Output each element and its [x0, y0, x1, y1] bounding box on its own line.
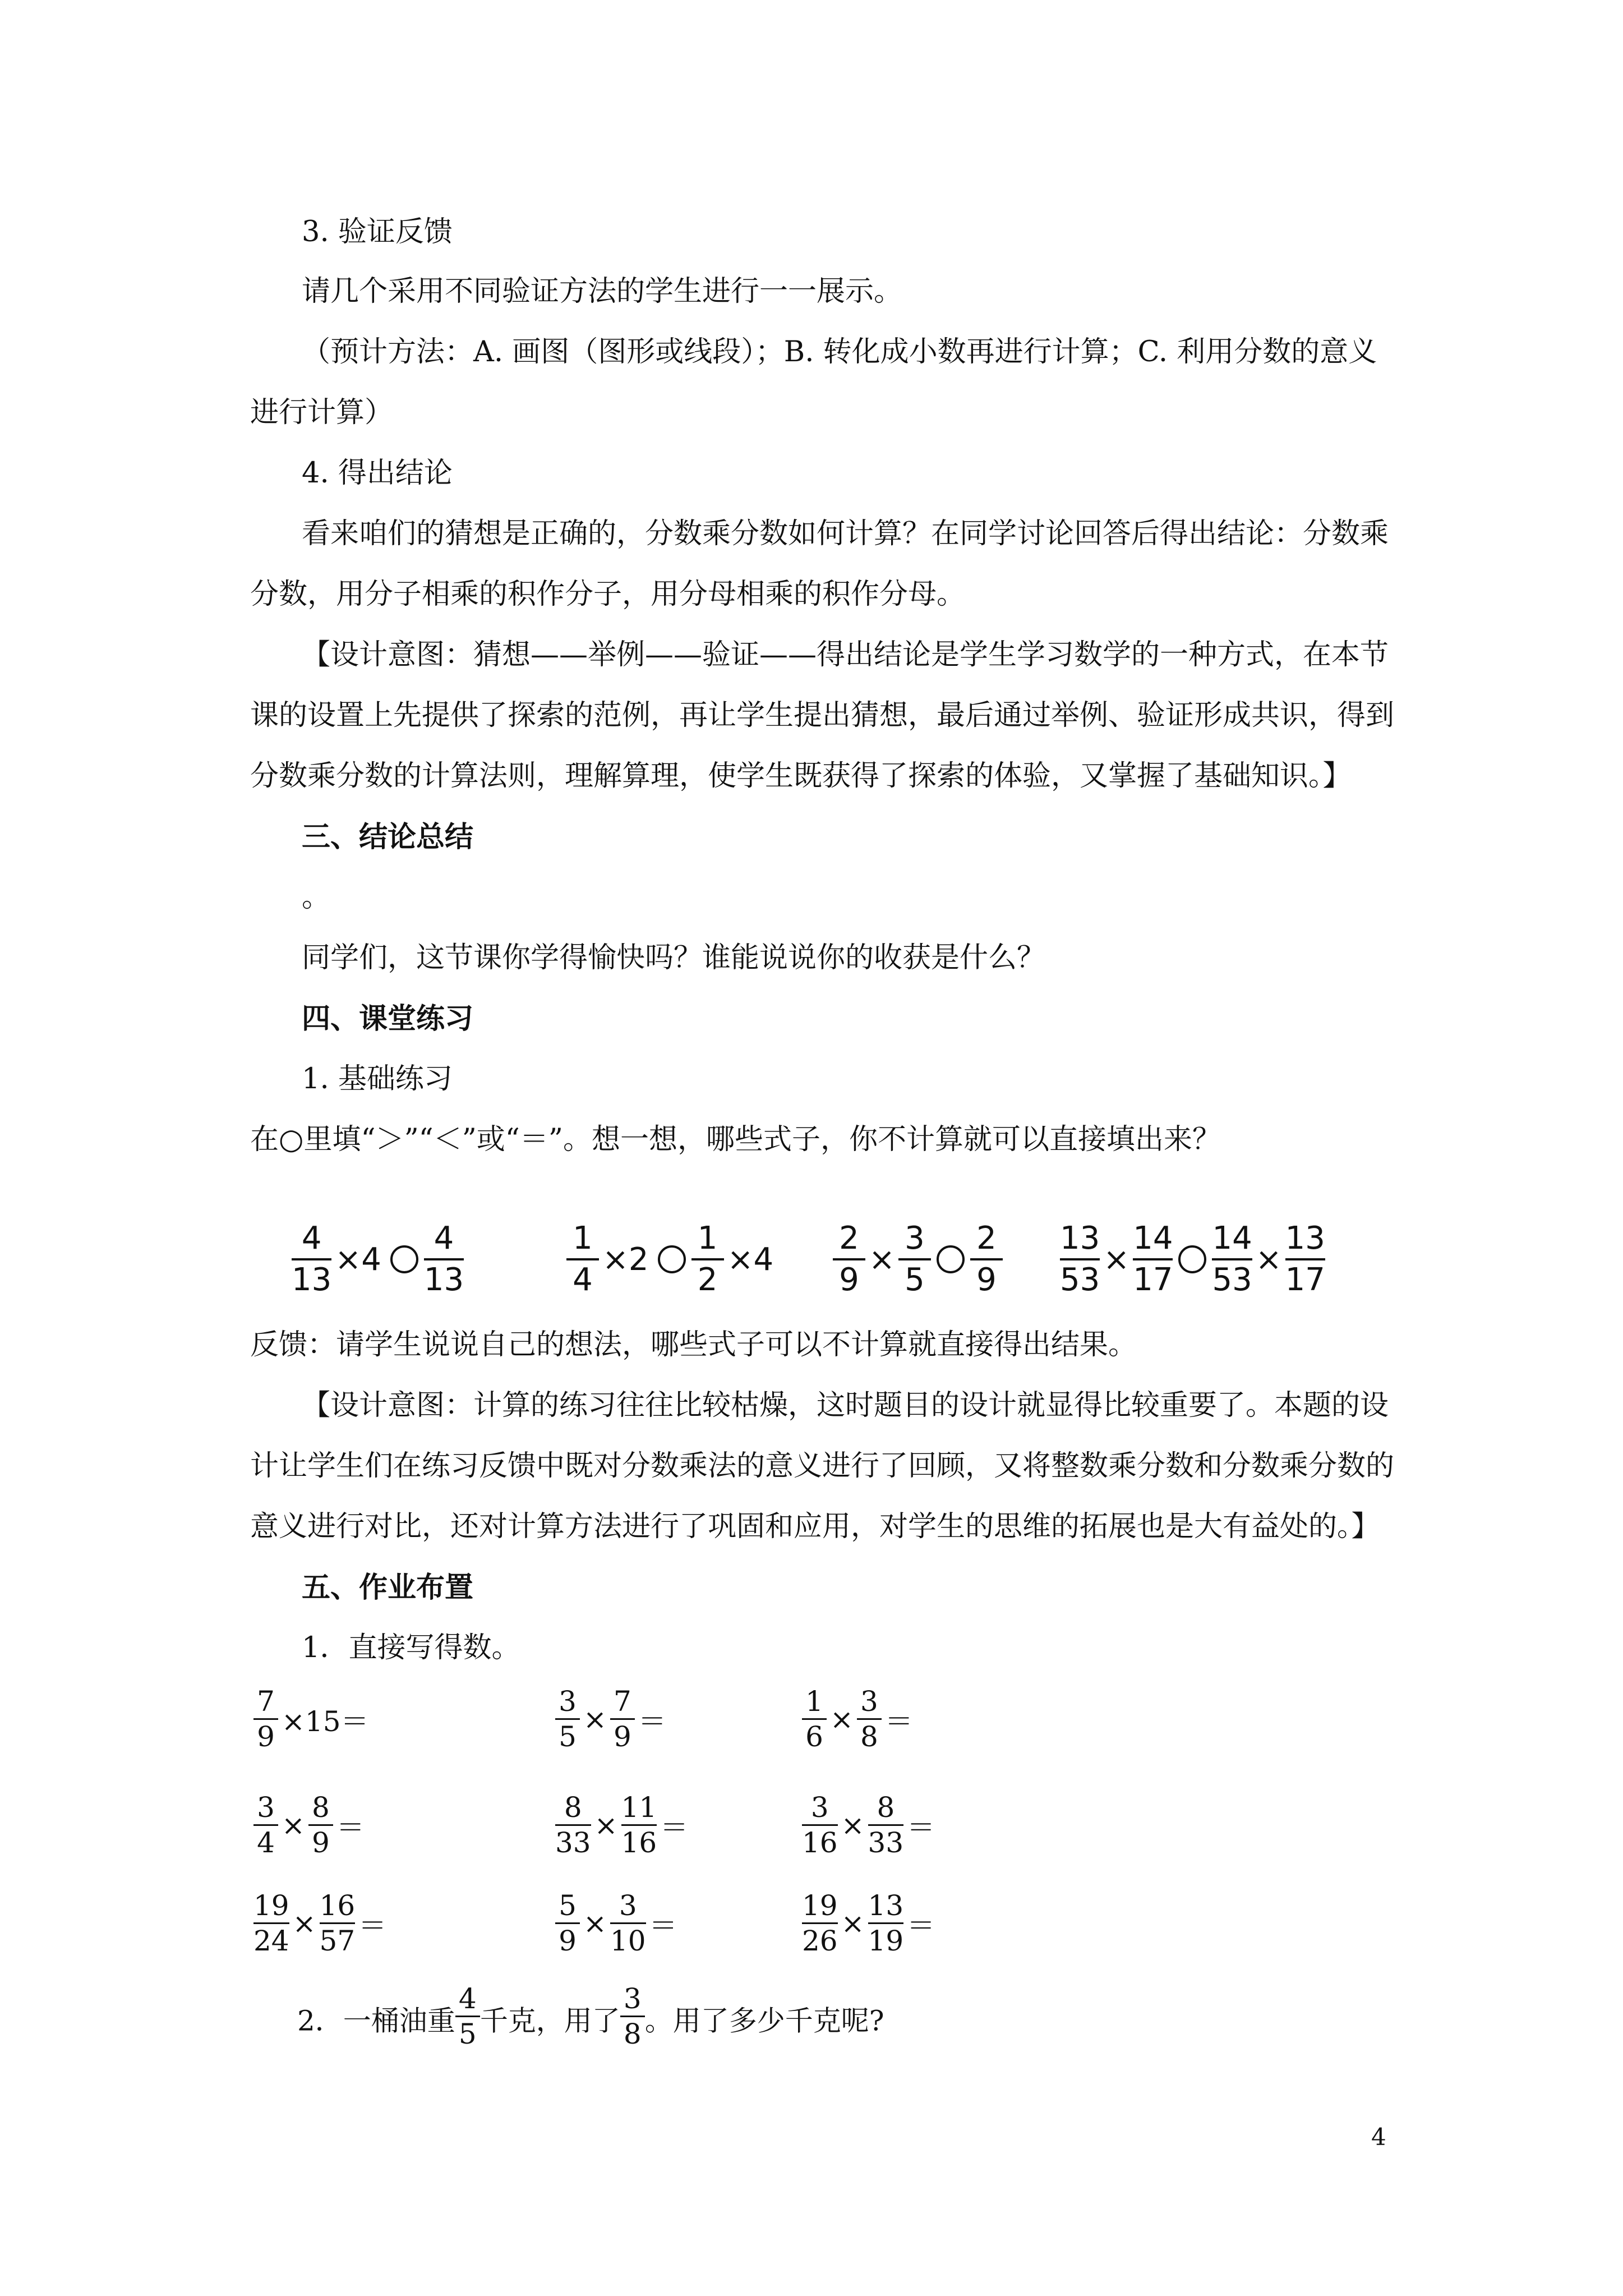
step-heading: 1. 基础练习: [302, 1062, 453, 1096]
paragraph: 同学们，这节课你学得愉快吗？谁能说说你的收获是什么？: [302, 941, 1046, 974]
design-intent: 课的设置上先提供了探索的范例，再让学生提出猜想，最后通过举例、验证形成共识，得到: [250, 699, 1395, 732]
stray-period: 。: [302, 881, 331, 914]
fraction: $\frac{1}{2}$: [691, 1223, 724, 1296]
fraction: $\frac{3}{5}$: [898, 1223, 931, 1296]
design-intent: 【设计意图：猜想——举例——验证——得出结论是学生学习数学的一种方式，在本节: [302, 638, 1389, 671]
exercise-a: $\frac{4}{13}$ ×4 $\frac{4}{13}$: [292, 1220, 464, 1298]
homework-item: $\frac{19}{24}$ × $\frac{16}{57}$ ＝: [253, 1889, 387, 1957]
section-heading: 五、作业布置: [302, 1571, 474, 1604]
fraction: $\frac{4}{13}$: [292, 1220, 332, 1298]
design-intent: 分数乘分数的计算法则，理解算理，使学生既获得了探索的体验，又掌握了基础知识。】: [250, 760, 1352, 793]
fraction: $\frac{1}{4}$: [566, 1223, 599, 1296]
fraction: $\frac{4}{13}$: [423, 1220, 464, 1298]
exercise-d: $\frac{13}{53}$ × $\frac{14}{17}$ $\frac{14}{53}$ × $\frac{13}{17}$: [1060, 1220, 1325, 1298]
paragraph: 分数，用分子相乘的积作分子，用分母相乘的积作分母。: [250, 578, 966, 611]
homework-item: $\frac{5}{9}$ × $\frac{3}{10}$ ＝: [555, 1892, 681, 1955]
paragraph: （预计方法：A. 画图（图形或线段）；B. 转化成小数再进行计算；C. 利用分数的意义: [302, 335, 1377, 369]
homework-item: $\frac{1}{6}$ × $\frac{3}{8}$ ＝: [802, 1687, 916, 1751]
compare-circle: [937, 1245, 965, 1273]
paragraph: 请几个采用不同验证方法的学生进行一一展示。: [302, 275, 903, 308]
exercise-c: $\frac{2}{9}$ × $\frac{3}{5}$ $\frac{2}{9}$: [833, 1223, 1003, 1296]
fraction: $\frac{2}{9}$: [833, 1223, 865, 1296]
section-heading: 四、课堂练习: [302, 1002, 474, 1036]
design-intent: 意义进行对比，还对计算方法进行了巩固和应用，对学生的思维的拓展也是大有益处的。】: [250, 1510, 1380, 1543]
homework-item: $\frac{3}{4}$ × $\frac{8}{9}$ ＝: [253, 1793, 368, 1857]
compare-circle: [1178, 1245, 1206, 1273]
design-intent: 计让学生们在练习反馈中既对分数乘法的意义进行了回顾，又将整数乘分数和分数乘分数的: [250, 1450, 1395, 1483]
homework-item: $\frac{3}{5}$ × $\frac{7}{9}$ ＝: [555, 1687, 670, 1751]
fraction: $\frac{14}{53}$: [1212, 1220, 1252, 1298]
page-number: 4: [1371, 2123, 1386, 2151]
fraction: $\frac{13}{53}$: [1060, 1220, 1100, 1298]
compare-circle: [658, 1245, 686, 1273]
paragraph: 反馈：请学生说说自己的想法，哪些式子可以不计算就直接得出结果。: [250, 1328, 1137, 1361]
exercise-b: $\frac{1}{4}$ ×2 $\frac{1}{2}$ ×4: [566, 1223, 777, 1296]
fraction: $\frac{2}{9}$: [970, 1223, 1003, 1296]
step-heading: 4. 得出结论: [302, 457, 453, 490]
homework-item: $\frac{19}{26}$ × $\frac{13}{19}$ ＝: [802, 1889, 935, 1957]
step-heading: 3. 验证反馈: [302, 215, 453, 249]
fraction: $\frac{14}{17}$: [1133, 1220, 1173, 1298]
paragraph: 看来咱们的猜想是正确的，分数乘分数如何计算？在同学讨论回答后得出结论：分数乘: [302, 517, 1389, 550]
paragraph: 在○里填“＞”“＜”或“＝”。想一想，哪些式子，你不计算就可以直接填出来？: [250, 1123, 1221, 1156]
paragraph: 进行计算）: [250, 396, 394, 429]
homework-item: $\frac{3}{16}$ × $\frac{8}{33}$ ＝: [802, 1791, 935, 1859]
section-heading: 三、结论总结: [302, 820, 474, 854]
homework-item: $\frac{8}{33}$ × $\frac{11}{16}$ ＝: [555, 1791, 689, 1859]
design-intent: 【设计意图：计算的练习往往比较枯燥，这时题目的设计就显得比较重要了。本题的设: [302, 1389, 1389, 1422]
compare-circle: [390, 1245, 418, 1273]
fraction: $\frac{13}{17}$: [1285, 1220, 1325, 1298]
step-heading: 1．直接写得数。: [302, 1631, 520, 1664]
word-problem: 2．一桶油重 $\frac{4}{5}$ 千克，用了 $\frac{3}{8}$ 。用了多少千克呢?: [297, 1982, 884, 2050]
homework-item: $\frac{7}{9}$ ×15＝: [253, 1687, 372, 1751]
